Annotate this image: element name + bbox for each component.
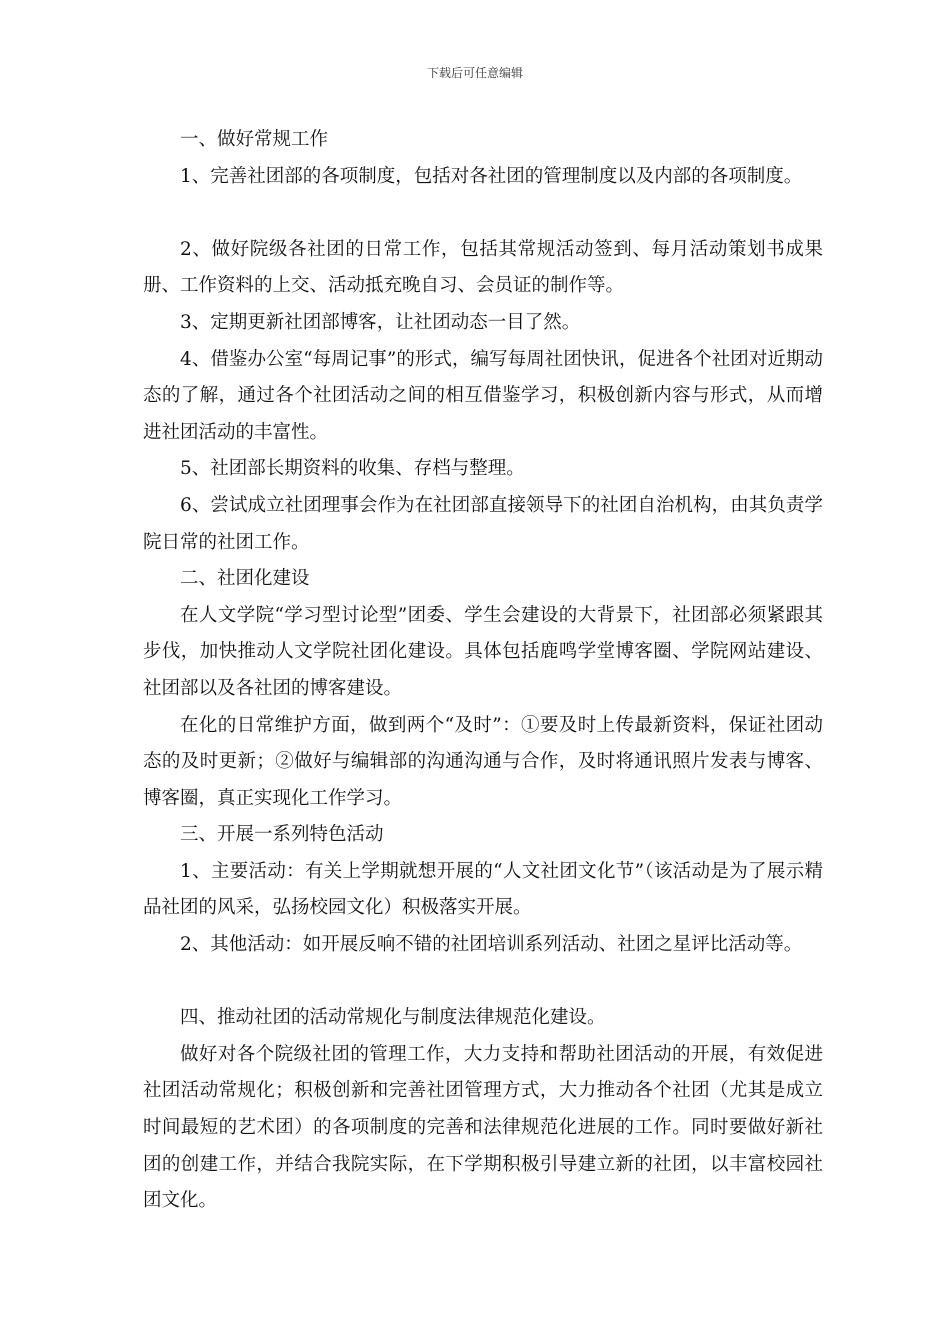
paragraph: 6、尝试成立社团理事会作为在社团部直接领导下的社团自治机构，由其负责学院日常的社团工作。 <box>143 494 823 553</box>
section-heading-2: 二、社团化建设 <box>180 568 310 590</box>
paragraph: 做好对各个院级社团的管理工作，大力支持和帮助社团活动的开展，有效促进社团活动常规化；积极创新和完善社团管理方式，大力推动各个社团（尤其是成立时间最短的艺术团）的各项制度的完善和法律规范化进展的工作。同时要做好新社团的创建工作，并结合我院实际，在下学期积极引导建立新的社团，以丰富校园社团文化。 <box>143 1043 823 1212</box>
paragraph: 1、主要活动：有关上学期就想开展的“人文社团文化节”（该活动是为了展示精品社团的风采，弘扬校园文化）积极落实开展。 <box>143 860 823 919</box>
paragraph: 在化的日常维护方面，做到两个“及时”：①要及时上传最新资料，保证社团动态的及时更新；②做好与编辑部的沟通沟通与合作，及时将通讯照片发表与博客、博客圈，真正实现化工作学习。 <box>143 714 823 809</box>
paragraph: 在人文学院“学习型讨论型”团委、学生会建设的大背景下，社团部必须紧跟其步伐，加快推动人文学院社团化建设。具体包括鹿鸣学堂博客圈、学院网站建设、社团部以及各社团的博客建设。 <box>143 604 823 699</box>
paragraph: 5、社团部长期资料的收集、存档与整理。 <box>180 458 525 480</box>
section-heading-1: 一、做好常规工作 <box>180 129 329 150</box>
section-heading-4: 四、推动社团的活动常规化与制度法律规范化建设。 <box>180 1007 606 1029</box>
page-header: 下载后可任意编辑 <box>426 66 523 80</box>
section-heading-3: 三、开展一系列特色活动 <box>180 824 384 846</box>
paragraph: 4、借鉴办公室“每周记事”的形式，编写每周社团快讯，促进各个社团对近期动态的了解，通过各个社团活动之间的相互借鉴学习，积极创新内容与形式，从而增进社团活动的丰富性。 <box>143 348 823 443</box>
paragraph: 2、做好院级各社团的日常工作，包括其常规活动签到、每月活动策划书成果册、工作资料的上交、活动抵充晚自习、会员证的制作等。 <box>143 238 823 297</box>
document-body <box>143 122 823 1220</box>
paragraph: 2、其他活动：如开展反响不错的社团培训系列活动、社团之星评比活动等。 <box>180 934 803 956</box>
paragraph: 3、定期更新社团部博客，让社团动态一目了然。 <box>180 311 581 333</box>
paragraph: 1、完善社团部的各项制度，包括对各社团的管理制度以及内部的各项制度。 <box>180 165 803 187</box>
